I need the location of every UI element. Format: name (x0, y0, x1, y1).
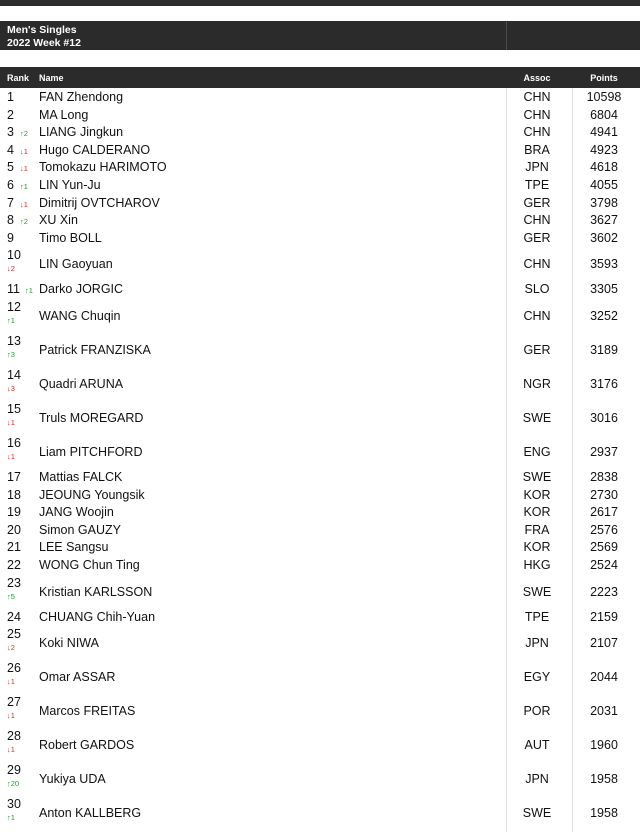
points-value: 4923 (590, 142, 618, 157)
table-row[interactable] (0, 300, 640, 334)
rank-value: 27 (7, 695, 21, 710)
rank-change-up: ↑20 (7, 779, 20, 789)
table-row[interactable] (0, 523, 640, 541)
table-row[interactable] (0, 576, 640, 610)
association-code: AUT (524, 738, 550, 753)
player-name-link[interactable]: Truls MOREGARD (39, 411, 144, 425)
rank-change-up: ↑1 (7, 316, 15, 325)
table-row[interactable] (0, 90, 640, 108)
table-row[interactable] (0, 661, 640, 695)
association-code: CHN (523, 125, 551, 140)
rank-value: 23 (7, 575, 21, 590)
association-code: SWE (522, 470, 552, 484)
association-code: CHN (523, 257, 551, 272)
table-row[interactable] (0, 108, 640, 126)
rank-value: 30 (7, 797, 21, 812)
rank-value: 22 (7, 558, 21, 572)
rank-value: 20 (7, 522, 21, 537)
table-row[interactable] (0, 160, 640, 178)
association-code: NGR (523, 377, 551, 391)
table-row[interactable] (0, 470, 640, 488)
rank-value: 8 (7, 213, 14, 228)
title-divider (506, 21, 507, 50)
association-code: KOR (523, 505, 551, 520)
rank-change-down: ↓2 (7, 264, 15, 274)
table-row[interactable] (0, 436, 640, 470)
player-name-link[interactable]: LIANG Jingkun (39, 125, 124, 140)
points-value: 3593 (590, 257, 618, 272)
player-name-link[interactable]: Anton KALLBERG (39, 806, 142, 821)
column-header-points[interactable]: Points (590, 73, 618, 83)
rank-change-down: ↓1 (20, 164, 28, 174)
rank-value: 19 (7, 505, 21, 520)
rank-change-down: ↓1 (7, 711, 15, 721)
association-code: FRA (524, 522, 550, 537)
association-code: JPN (525, 772, 549, 787)
association-code: SWE (522, 584, 552, 599)
association-code: TPE (524, 609, 550, 624)
rank-value: 16 (7, 436, 21, 450)
rank-change-down: ↓3 (7, 384, 15, 393)
points-value: 2569 (590, 540, 618, 555)
rank-change-up: ↑5 (7, 591, 15, 601)
association-code: CHN (523, 107, 551, 122)
points-value: 2107 (590, 636, 618, 651)
table-row[interactable] (0, 125, 640, 143)
points-value: 2031 (590, 704, 618, 719)
points-value: 2159 (590, 609, 618, 624)
table-row[interactable] (0, 402, 640, 436)
rank-value: 1 (7, 90, 14, 104)
table-row[interactable] (0, 763, 640, 797)
association-code: EGY (523, 670, 551, 685)
rank-change-down: ↓1 (7, 452, 15, 461)
points-value: 3305 (590, 282, 618, 297)
points-value: 3189 (590, 343, 618, 357)
rank-change-up: ↑2 (20, 129, 28, 139)
rank-change-down: ↓1 (20, 146, 28, 156)
points-value: 2617 (590, 505, 618, 520)
points-value: 2838 (590, 470, 618, 484)
ranking-title-bar (0, 21, 640, 50)
rank-value: 14 (7, 368, 21, 382)
player-name-link[interactable]: Mattias FALCK (39, 470, 123, 484)
points-value: 3798 (590, 195, 618, 210)
association-code: GER (523, 195, 551, 210)
player-name-link[interactable]: JANG Woojin (39, 505, 114, 520)
rank-value: 5 (7, 160, 14, 175)
rank-value: 3 (7, 125, 14, 140)
player-name-link[interactable]: Timo BOLL (39, 230, 102, 245)
association-code: KOR (523, 487, 551, 502)
points-value: 3602 (590, 230, 618, 245)
association-code: GER (523, 343, 551, 357)
points-value: 1960 (590, 738, 618, 753)
association-code: HKG (523, 558, 551, 572)
player-name-link[interactable]: Kristian KARLSSON (39, 584, 153, 599)
rank-value: 21 (7, 540, 21, 555)
table-row[interactable] (0, 627, 640, 661)
table-row[interactable] (0, 488, 640, 506)
table-row[interactable] (0, 196, 640, 214)
table-row[interactable] (0, 213, 640, 231)
rank-value: 12 (7, 300, 21, 314)
table-row[interactable] (0, 797, 640, 831)
rank-change-down: ↓1 (7, 745, 15, 755)
column-header-name[interactable]: Name (39, 73, 64, 83)
player-name-link[interactable]: FAN Zhendong (39, 90, 124, 104)
player-name-link[interactable]: MA Long (39, 107, 89, 122)
top-bar (0, 0, 640, 6)
player-name-link[interactable]: Koki NIWA (39, 636, 99, 651)
table-row[interactable] (0, 368, 640, 402)
rank-change-up: ↑1 (20, 182, 28, 191)
association-code: CHN (523, 90, 551, 104)
rank-value: 24 (7, 609, 21, 624)
rank-change-up: ↑1 (7, 813, 15, 823)
points-value: 3016 (590, 411, 618, 425)
rank-value: 17 (7, 470, 21, 484)
player-name-link[interactable]: XU Xin (39, 213, 78, 228)
association-code: JPN (525, 160, 549, 175)
rank-value: 25 (7, 627, 21, 642)
association-code: CHN (523, 309, 551, 323)
player-name-link[interactable]: Robert GARDOS (39, 738, 135, 753)
player-name-link[interactable]: Hugo CALDERANO (39, 142, 151, 157)
table-row[interactable] (0, 729, 640, 763)
association-code: GER (523, 230, 551, 245)
association-code: BRA (524, 142, 550, 157)
rank-value: 4 (7, 142, 14, 157)
player-name-link[interactable]: WONG Chun Ting (39, 558, 140, 572)
points-value: 4055 (590, 178, 618, 192)
points-value: 2576 (590, 522, 618, 537)
player-name-link[interactable]: Omar ASSAR (39, 670, 116, 685)
points-value: 1958 (590, 772, 618, 787)
table-row[interactable] (0, 178, 640, 196)
association-code: SWE (522, 806, 552, 821)
association-code: ENG (523, 445, 551, 459)
table-header (0, 67, 640, 88)
points-value: 10598 (586, 90, 622, 104)
player-name-link[interactable]: Tomokazu HARIMOTO (39, 160, 167, 175)
player-name-link[interactable]: CHUANG Chih-Yuan (39, 609, 156, 624)
player-name-link[interactable]: Quadri ARUNA (39, 377, 124, 391)
points-value: 2044 (590, 670, 618, 685)
association-code: TPE (524, 178, 550, 192)
player-name-link[interactable]: LEE Sangsu (39, 540, 109, 555)
player-name-link[interactable]: Simon GAUZY (39, 522, 121, 537)
rank-change-up: ↑2 (20, 217, 28, 227)
rank-value: 15 (7, 402, 21, 416)
rank-change-up: ↑3 (7, 350, 15, 359)
points-value: 2223 (590, 584, 618, 599)
association-code: CHN (523, 213, 551, 228)
points-value: 3627 (590, 213, 618, 228)
rank-value: 28 (7, 729, 21, 744)
table-row[interactable] (0, 505, 640, 523)
table-row[interactable] (0, 231, 640, 249)
rank-change-down: ↓1 (7, 677, 15, 687)
table-row[interactable] (0, 248, 640, 282)
association-code: KOR (523, 540, 551, 555)
table-row[interactable] (0, 540, 640, 558)
player-name-link[interactable]: JEOUNG Youngsik (39, 487, 145, 502)
points-value: 4618 (590, 160, 618, 175)
rank-value: 26 (7, 661, 21, 676)
points-value: 2730 (590, 487, 618, 502)
rank-change-down: ↓1 (20, 199, 28, 209)
player-name-link[interactable]: Marcos FREITAS (39, 704, 136, 719)
rank-value: 13 (7, 334, 21, 348)
table-row[interactable] (0, 143, 640, 161)
points-value: 1958 (590, 806, 618, 821)
association-code: SLO (524, 282, 550, 297)
association-code: JPN (525, 636, 549, 651)
rank-change-down: ↓2 (7, 643, 15, 653)
rank-value: 18 (7, 487, 21, 502)
table-row[interactable] (0, 695, 640, 729)
player-name-link[interactable]: Patrick FRANZISKA (39, 343, 151, 357)
table-row[interactable] (0, 610, 640, 628)
table-row[interactable] (0, 282, 640, 300)
category-title: Men's Singles (7, 24, 77, 36)
rank-value: 10 (7, 248, 21, 263)
table-row[interactable] (0, 558, 640, 576)
points-value: 3176 (590, 377, 618, 391)
rank-value: 29 (7, 763, 21, 778)
player-name-link[interactable]: Liam PITCHFORD (39, 445, 143, 459)
player-name-link[interactable]: Yukiya UDA (39, 772, 106, 787)
rank-change-down: ↓1 (7, 418, 15, 427)
player-name-link[interactable]: Darko JORGIC (39, 282, 124, 297)
points-value: 4941 (590, 125, 618, 140)
rank-value: 11 (7, 282, 20, 297)
week-label: 2022 Week #12 (7, 37, 81, 49)
rank-change-up: ↑1 (25, 286, 33, 296)
player-name-link[interactable]: LIN Gaoyuan (39, 257, 113, 272)
rank-value: 2 (7, 107, 14, 122)
rank-value: 6 (7, 178, 14, 192)
player-name-link[interactable]: Dimitrij OVTCHAROV (39, 195, 160, 210)
points-value: 2524 (590, 558, 618, 572)
points-value: 6804 (590, 107, 618, 122)
points-value: 3252 (590, 309, 618, 323)
table-row[interactable] (0, 334, 640, 368)
rank-value: 7 (7, 195, 14, 210)
player-name-link[interactable]: WANG Chuqin (39, 309, 121, 323)
association-code: SWE (522, 411, 552, 425)
column-header-rank[interactable]: Rank (7, 73, 30, 83)
column-header-assoc[interactable]: Assoc (523, 73, 551, 83)
points-value: 2937 (590, 445, 618, 459)
player-name-link[interactable]: LIN Yun-Ju (39, 178, 101, 192)
association-code: POR (523, 704, 551, 719)
rank-value: 9 (7, 230, 14, 245)
